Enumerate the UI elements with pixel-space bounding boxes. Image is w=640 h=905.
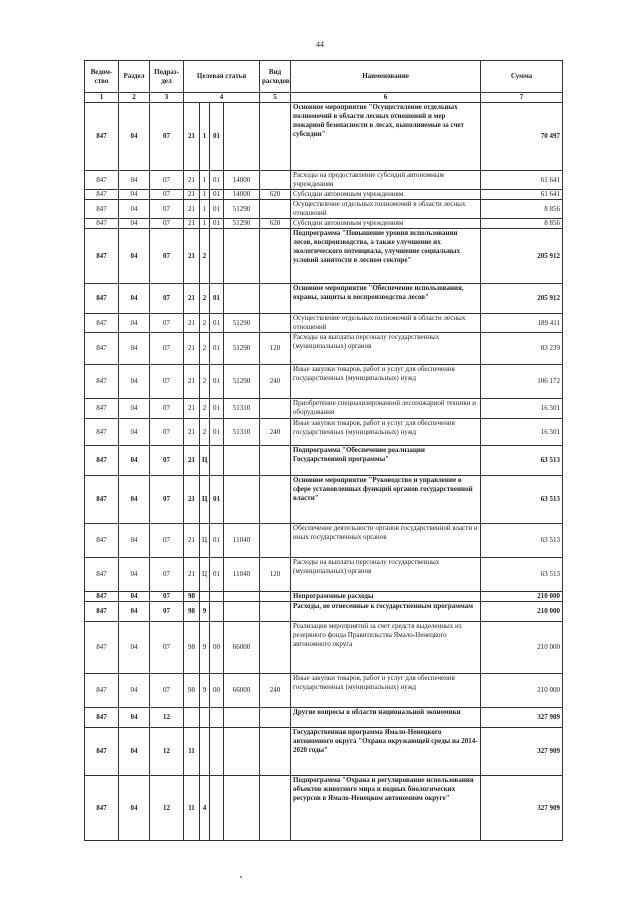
cell-vedomstvo: 847 <box>85 171 119 190</box>
cell-razdel: 04 <box>119 399 150 419</box>
cell-vedomstvo: 847 <box>85 776 119 841</box>
cell-cs-direction: 14000 <box>224 171 260 190</box>
table-row <box>85 558 563 592</box>
cell-cs-program <box>184 708 200 728</box>
cell-cs-event: 01 <box>210 476 224 524</box>
table-row <box>85 708 563 728</box>
cell-summa: 8 856 <box>481 200 563 219</box>
cell-vid-rashodov: 240 <box>260 674 291 708</box>
table-row <box>85 674 563 708</box>
cell-cs-event: 01 <box>210 524 224 558</box>
cell-summa: 63 513 <box>481 446 563 476</box>
cell-podrazdel: 07 <box>150 284 184 314</box>
cell-razdel: 04 <box>119 419 150 446</box>
cell-vedomstvo: 847 <box>85 365 119 399</box>
cell-cs-subprogram: Ц <box>200 558 210 592</box>
cell-naimenovanie: Основное мероприятие "Осуществление отдельных полномочий в области лесных отношений и мер пожарной безопасности в лесах, выполняемые за счет субсидии" <box>291 103 481 171</box>
cell-vid-rashodov <box>260 284 291 314</box>
cell-cs-event <box>210 229 224 284</box>
cell-cs-subprogram: 2 <box>200 229 210 284</box>
cell-naimenovanie: Другие вопросы в области национальной экономики <box>291 708 481 728</box>
cell-summa: 189 411 <box>481 314 563 333</box>
cell-summa: 327 909 <box>481 708 563 728</box>
cell-cs-event: 01 <box>210 284 224 314</box>
cell-cs-event: 01 <box>210 333 224 365</box>
header-razdel: Раздел <box>119 61 150 93</box>
cell-cs-direction <box>224 229 260 284</box>
cell-cs-program: 21 <box>184 190 200 200</box>
cell-cs-direction <box>224 776 260 841</box>
table-row <box>85 419 563 446</box>
cell-summa: 61 641 <box>481 190 563 200</box>
cell-naimenovanie: Расходы на выплаты персоналу государственных (муниципальных) органов <box>291 333 481 365</box>
cell-cs-subprogram: 1 <box>200 200 210 219</box>
cell-vedomstvo: 847 <box>85 592 119 602</box>
cell-cs-program: 21 <box>184 219 200 229</box>
cell-cs-program: 21 <box>184 314 200 333</box>
table-row <box>85 446 563 476</box>
cell-podrazdel: 12 <box>150 776 184 841</box>
cell-vid-rashodov <box>260 622 291 674</box>
cell-vid-rashodov: 120 <box>260 558 291 592</box>
cell-cs-event: 01 <box>210 365 224 399</box>
cell-vid-rashodov <box>260 592 291 602</box>
cell-podrazdel: 07 <box>150 674 184 708</box>
cell-cs-direction: 51290 <box>224 219 260 229</box>
cell-cs-subprogram: 1 <box>200 171 210 190</box>
cell-summa: 16 501 <box>481 399 563 419</box>
cell-summa: 327 909 <box>481 776 563 841</box>
cell-cs-event <box>210 592 224 602</box>
cell-podrazdel: 07 <box>150 200 184 219</box>
cell-cs-direction: 51290 <box>224 333 260 365</box>
cell-vid-rashodov <box>260 728 291 776</box>
cell-naimenovanie: Подпрограмма "Охрана и регулирование использования объектов животного мира и водных биологических ресурсов в Ямало-Ненецком автономном округе" <box>291 776 481 841</box>
cell-vedomstvo: 847 <box>85 190 119 200</box>
cell-cs-subprogram: 2 <box>200 333 210 365</box>
cell-naimenovanie: Иные закупки товаров, работ и услуг для обеспечения государственных (муниципальных) нужд <box>291 674 481 708</box>
cell-naimenovanie: Подпрограмма "Повышение уровня использования лесов, воспроизводства, а также улучшение их экологического потенциала, улучшение социальных условий занятости в лесном секторе" <box>291 229 481 284</box>
col-number: 4 <box>184 93 260 103</box>
cell-naimenovanie: Иные закупки товаров, работ и услуг для обеспечения государственных (муниципальных) нужд <box>291 419 481 446</box>
cell-naimenovanie: Непрограммные расходы <box>291 592 481 602</box>
cell-cs-subprogram: 2 <box>200 399 210 419</box>
cell-cs-event: 01 <box>210 419 224 446</box>
cell-summa: 210 000 <box>481 592 563 602</box>
cell-cs-program: 21 <box>184 524 200 558</box>
cell-vid-rashodov <box>260 200 291 219</box>
cell-naimenovanie: Государственная программа Ямало-Ненецкого автономного округа "Охрана окружающей среды на 2014-2020 годы" <box>291 728 481 776</box>
cell-naimenovanie: Расходы, не отнесенные к государственным программам <box>291 602 481 622</box>
table-row <box>85 622 563 674</box>
cell-cs-event: 01 <box>210 103 224 171</box>
budget-table <box>84 60 563 841</box>
table-body <box>85 103 563 841</box>
cell-cs-subprogram <box>200 708 210 728</box>
cell-naimenovanie: Подпрограмма "Обеспечение реализации Государственной программы" <box>291 446 481 476</box>
cell-cs-program: 11 <box>184 728 200 776</box>
cell-cs-direction: 66000 <box>224 674 260 708</box>
cell-cs-subprogram: 4 <box>200 776 210 841</box>
cell-cs-subprogram: 1 <box>200 103 210 171</box>
cell-naimenovanie: Реализация мероприятий за счет средств выделенных из резервного фонда Правительства Ямало-Ненецкого автономного округа <box>291 622 481 674</box>
cell-cs-event: 01 <box>210 558 224 592</box>
cell-vedomstvo: 847 <box>85 728 119 776</box>
cell-cs-direction <box>224 708 260 728</box>
cell-naimenovanie: Субсидии автономным учреждениям <box>291 219 481 229</box>
cell-vedomstvo: 847 <box>85 602 119 622</box>
cell-podrazdel: 07 <box>150 524 184 558</box>
cell-cs-event <box>210 446 224 476</box>
cell-podrazdel: 07 <box>150 314 184 333</box>
cell-vedomstvo: 847 <box>85 524 119 558</box>
cell-naimenovanie: Субсидии автономным учреждениям <box>291 190 481 200</box>
cell-cs-direction: 51290 <box>224 365 260 399</box>
cell-cs-program: 21 <box>184 103 200 171</box>
cell-vid-rashodov <box>260 314 291 333</box>
table-row <box>85 602 563 622</box>
cell-summa: 106 172 <box>481 365 563 399</box>
cell-cs-program: 21 <box>184 333 200 365</box>
cell-razdel: 04 <box>119 200 150 219</box>
table-row <box>85 399 563 419</box>
cell-cs-direction: 66000 <box>224 622 260 674</box>
cell-vedomstvo: 847 <box>85 103 119 171</box>
cell-summa: 63 513 <box>481 476 563 524</box>
cell-cs-subprogram: 2 <box>200 419 210 446</box>
cell-razdel: 04 <box>119 476 150 524</box>
cell-cs-direction <box>224 284 260 314</box>
cell-cs-event: 00 <box>210 622 224 674</box>
table-row <box>85 776 563 841</box>
cell-podrazdel: 07 <box>150 622 184 674</box>
cell-cs-direction <box>224 103 260 171</box>
cell-vid-rashodov <box>260 776 291 841</box>
cell-cs-subprogram: 9 <box>200 674 210 708</box>
cell-podrazdel: 07 <box>150 602 184 622</box>
cell-naimenovanie: Основное мероприятие "Обеспечение использования, охраны, защиты и воспроизводства лесов" <box>291 284 481 314</box>
cell-cs-subprogram <box>200 592 210 602</box>
cell-summa: 210 000 <box>481 674 563 708</box>
col-number: 6 <box>291 93 481 103</box>
cell-naimenovanie: Обеспечение деятельности органов государственной власти и иных государственных органов <box>291 524 481 558</box>
cell-cs-direction: 51290 <box>224 200 260 219</box>
cell-podrazdel: 12 <box>150 708 184 728</box>
col-number: 3 <box>150 93 184 103</box>
cell-vid-rashodov: 620 <box>260 190 291 200</box>
cell-naimenovanie: Осуществление отдельных полномочий в области лесных отношений <box>291 314 481 333</box>
cell-cs-event: 01 <box>210 200 224 219</box>
cell-naimenovanie: Основное мероприятие "Руководство и управление в сфере установленных функций органов государственной власти" <box>291 476 481 524</box>
cell-razdel: 04 <box>119 190 150 200</box>
cell-cs-subprogram: 1 <box>200 190 210 200</box>
cell-cs-event: 00 <box>210 674 224 708</box>
cell-cs-program: 21 <box>184 229 200 284</box>
cell-cs-program: 21 <box>184 476 200 524</box>
cell-summa: 327 909 <box>481 728 563 776</box>
cell-podrazdel: 07 <box>150 229 184 284</box>
cell-naimenovanie: Расходы на выплаты персоналу государственных (муниципальных) органов <box>291 558 481 592</box>
cell-razdel: 04 <box>119 622 150 674</box>
header-vid-rashodov: Вид расходов <box>260 61 291 93</box>
cell-cs-event: 01 <box>210 190 224 200</box>
cell-vid-rashodov <box>260 103 291 171</box>
cell-summa: 205 912 <box>481 284 563 314</box>
cell-cs-event: 01 <box>210 219 224 229</box>
cell-cs-program: 98 <box>184 622 200 674</box>
table-row <box>85 171 563 190</box>
cell-cs-program: 21 <box>184 284 200 314</box>
cell-razdel: 04 <box>119 365 150 399</box>
table-row <box>85 728 563 776</box>
cell-cs-program: 21 <box>184 558 200 592</box>
cell-cs-program: 21 <box>184 446 200 476</box>
table-row <box>85 284 563 314</box>
table-row <box>85 592 563 602</box>
cell-podrazdel: 12 <box>150 728 184 776</box>
cell-cs-event <box>210 776 224 841</box>
cell-summa: 70 497 <box>481 103 563 171</box>
cell-summa: 83 239 <box>481 333 563 365</box>
table-row <box>85 365 563 399</box>
cell-cs-event: 01 <box>210 399 224 419</box>
cell-podrazdel: 07 <box>150 103 184 171</box>
cell-vedomstvo: 847 <box>85 446 119 476</box>
cell-vid-rashodov: 620 <box>260 219 291 229</box>
cell-cs-event: 01 <box>210 314 224 333</box>
cell-cs-program: 21 <box>184 399 200 419</box>
cell-cs-subprogram: 2 <box>200 314 210 333</box>
cell-cs-program: 21 <box>184 365 200 399</box>
cell-vedomstvo: 847 <box>85 229 119 284</box>
cell-podrazdel: 07 <box>150 399 184 419</box>
cell-vedomstvo: 847 <box>85 399 119 419</box>
cell-vid-rashodov: 120 <box>260 333 291 365</box>
page-number: 44 <box>316 40 324 49</box>
header-celevaya-statya: Целевая статья <box>184 61 260 93</box>
table-row <box>85 524 563 558</box>
cell-vedomstvo: 847 <box>85 333 119 365</box>
cell-vid-rashodov <box>260 476 291 524</box>
cell-summa: 210 000 <box>481 602 563 622</box>
cell-vid-rashodov <box>260 524 291 558</box>
cell-podrazdel: 07 <box>150 558 184 592</box>
table-row <box>85 229 563 284</box>
cell-cs-direction: 11040 <box>224 524 260 558</box>
cell-vid-rashodov <box>260 446 291 476</box>
cell-naimenovanie: Иные закупки товаров, работ и услуг для обеспечения государственных (муниципальных) нужд <box>291 365 481 399</box>
cell-vid-rashodov <box>260 399 291 419</box>
cell-vedomstvo: 847 <box>85 674 119 708</box>
cell-cs-event: 01 <box>210 171 224 190</box>
cell-cs-subprogram <box>200 728 210 776</box>
cell-summa: 205 912 <box>481 229 563 284</box>
cell-cs-direction: 51290 <box>224 314 260 333</box>
cell-cs-subprogram: 2 <box>200 365 210 399</box>
cell-podrazdel: 07 <box>150 190 184 200</box>
cell-vid-rashodov: 240 <box>260 365 291 399</box>
cell-cs-subprogram: Ц <box>200 524 210 558</box>
cell-cs-direction <box>224 602 260 622</box>
cell-podrazdel: 07 <box>150 446 184 476</box>
cell-cs-direction <box>224 592 260 602</box>
col-number: 2 <box>119 93 150 103</box>
header-vedomstvo: Ведом-ство <box>85 61 119 93</box>
cell-summa: 63 513 <box>481 524 563 558</box>
cell-podrazdel: 07 <box>150 365 184 399</box>
cell-razdel: 04 <box>119 284 150 314</box>
header-podrazdel: Подраз-дел <box>150 61 184 93</box>
cell-cs-direction: 14000 <box>224 190 260 200</box>
cell-naimenovanie: Расходы на предоставление субсидий автономным учреждениям <box>291 171 481 190</box>
cell-razdel: 04 <box>119 674 150 708</box>
table-row <box>85 333 563 365</box>
cell-vid-rashodov <box>260 708 291 728</box>
cell-vid-rashodov <box>260 171 291 190</box>
cell-vedomstvo: 847 <box>85 219 119 229</box>
cell-cs-direction: 11040 <box>224 558 260 592</box>
cell-vid-rashodov: 240 <box>260 419 291 446</box>
cell-razdel: 04 <box>119 314 150 333</box>
cell-cs-subprogram: 9 <box>200 622 210 674</box>
cell-vedomstvo: 847 <box>85 419 119 446</box>
cell-cs-program: 98 <box>184 602 200 622</box>
cell-cs-program: 21 <box>184 171 200 190</box>
cell-podrazdel: 07 <box>150 219 184 229</box>
cell-cs-program: 98 <box>184 592 200 602</box>
scan-speck <box>240 876 242 878</box>
cell-summa: 16 501 <box>481 419 563 446</box>
cell-vedomstvo: 847 <box>85 200 119 219</box>
cell-cs-subprogram: Ц <box>200 476 210 524</box>
cell-razdel: 04 <box>119 446 150 476</box>
cell-vedomstvo: 847 <box>85 558 119 592</box>
cell-razdel: 04 <box>119 229 150 284</box>
cell-summa: 61 641 <box>481 171 563 190</box>
col-number: 7 <box>481 93 563 103</box>
cell-razdel: 04 <box>119 333 150 365</box>
cell-cs-event <box>210 602 224 622</box>
cell-vid-rashodov <box>260 602 291 622</box>
cell-vedomstvo: 847 <box>85 476 119 524</box>
cell-cs-event <box>210 708 224 728</box>
cell-razdel: 04 <box>119 524 150 558</box>
cell-podrazdel: 07 <box>150 419 184 446</box>
header-naimenovanie: Наименование <box>291 61 481 93</box>
col-number: 5 <box>260 93 291 103</box>
cell-podrazdel: 07 <box>150 592 184 602</box>
cell-razdel: 04 <box>119 103 150 171</box>
col-number: 1 <box>85 93 119 103</box>
cell-razdel: 04 <box>119 558 150 592</box>
cell-vedomstvo: 847 <box>85 622 119 674</box>
cell-summa: 8 856 <box>481 219 563 229</box>
cell-cs-program: 21 <box>184 419 200 446</box>
cell-cs-direction: 51310 <box>224 399 260 419</box>
cell-podrazdel: 07 <box>150 476 184 524</box>
cell-cs-program: 11 <box>184 776 200 841</box>
cell-cs-program: 98 <box>184 674 200 708</box>
table-row <box>85 314 563 333</box>
cell-cs-direction <box>224 728 260 776</box>
header-summa: Сумма <box>481 61 563 93</box>
cell-podrazdel: 07 <box>150 171 184 190</box>
cell-cs-subprogram: Ц <box>200 446 210 476</box>
cell-razdel: 04 <box>119 602 150 622</box>
cell-razdel: 04 <box>119 219 150 229</box>
cell-vedomstvo: 847 <box>85 284 119 314</box>
cell-vid-rashodov <box>260 229 291 284</box>
cell-razdel: 04 <box>119 592 150 602</box>
cell-razdel: 04 <box>119 776 150 841</box>
cell-podrazdel: 07 <box>150 333 184 365</box>
table-row <box>85 190 563 200</box>
cell-razdel: 04 <box>119 708 150 728</box>
cell-cs-subprogram: 9 <box>200 602 210 622</box>
cell-cs-event <box>210 728 224 776</box>
cell-razdel: 04 <box>119 728 150 776</box>
cell-naimenovanie: Приобретение специализированной лесопожарной техники и оборудования <box>291 399 481 419</box>
cell-naimenovanie: Осуществление отдельных полномочий в области лесных отношений <box>291 200 481 219</box>
table-row <box>85 219 563 229</box>
cell-cs-subprogram: 2 <box>200 284 210 314</box>
cell-cs-direction <box>224 476 260 524</box>
table-row <box>85 476 563 524</box>
table-row <box>85 200 563 219</box>
cell-cs-direction <box>224 446 260 476</box>
cell-summa: 63 513 <box>481 558 563 592</box>
cell-vedomstvo: 847 <box>85 708 119 728</box>
cell-summa: 210 000 <box>481 622 563 674</box>
cell-cs-direction: 51310 <box>224 419 260 446</box>
table-row <box>85 103 563 171</box>
cell-cs-program: 21 <box>184 200 200 219</box>
cell-cs-subprogram: 1 <box>200 219 210 229</box>
cell-vedomstvo: 847 <box>85 314 119 333</box>
cell-razdel: 04 <box>119 171 150 190</box>
